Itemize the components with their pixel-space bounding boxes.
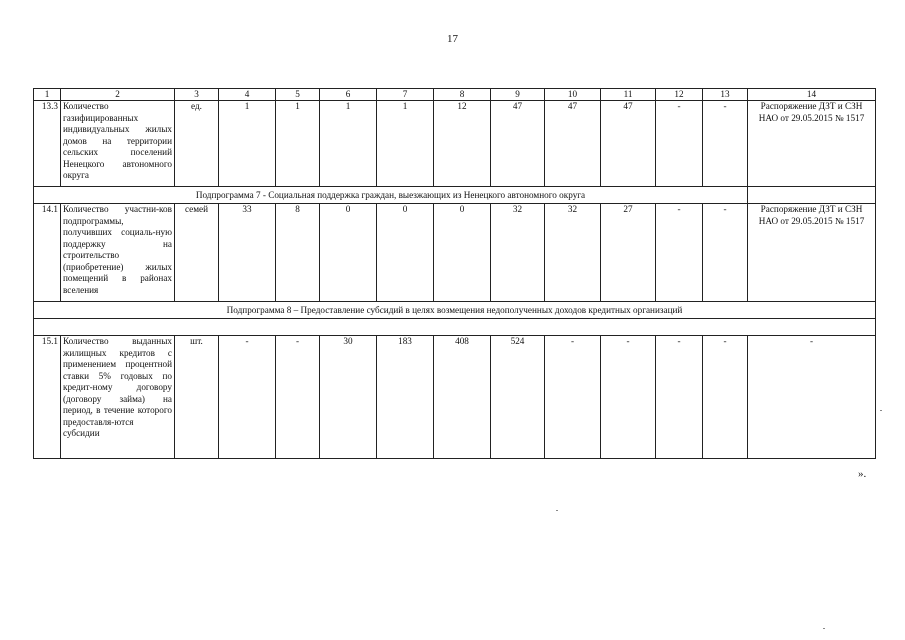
- column-number: 14: [748, 89, 876, 101]
- value-cell: 1: [276, 101, 320, 187]
- unit-cell: семей: [175, 204, 219, 302]
- table-row: [34, 336, 876, 459]
- value-cell: 0: [377, 204, 434, 302]
- indicators-table: [33, 88, 876, 459]
- value-cell: 1: [377, 101, 434, 187]
- value-cell: -: [219, 336, 276, 459]
- value-cell: 47: [601, 101, 656, 187]
- value-cell: 408: [434, 336, 491, 459]
- column-number: 2: [61, 89, 175, 101]
- page-number: 17: [447, 33, 458, 45]
- value-cell: 1: [219, 101, 276, 187]
- column-number: 7: [377, 89, 434, 101]
- closing-quote-mark: ».: [858, 468, 867, 480]
- empty-cell: [34, 319, 876, 336]
- value-cell: 183: [377, 336, 434, 459]
- indicator-name: Количество выданных жилищных кредитов с применением процентной ставки 5% годовых по кредит-ному договору (договору займа) на период, в течение которого предоставля-ются субсидии: [61, 336, 175, 459]
- value-cell: -: [601, 336, 656, 459]
- value-cell: 524: [491, 336, 545, 459]
- value-cell: -: [656, 336, 703, 459]
- value-cell: 33: [219, 204, 276, 302]
- value-cell: 47: [491, 101, 545, 187]
- column-number: 12: [656, 89, 703, 101]
- table-row: [34, 101, 876, 187]
- column-number: 5: [276, 89, 320, 101]
- value-cell: 8: [276, 204, 320, 302]
- subprogram-row: [34, 302, 876, 319]
- value-cell: -: [656, 204, 703, 302]
- scan-speck: [556, 510, 558, 511]
- column-number-row: [34, 89, 876, 101]
- spacer-row: [34, 319, 876, 336]
- indicator-name: Количество газифицированных индивидуальных жилых домов на территории сельских поселений Ненецкого автономного округа: [61, 101, 175, 187]
- column-number: 8: [434, 89, 491, 101]
- source-cell: Распоряжение ДЗТ и СЗН НАО от 29.05.2015 № 1517: [748, 204, 876, 302]
- row-number: 13.3: [34, 101, 61, 187]
- value-cell: 30: [320, 336, 377, 459]
- column-number: 13: [703, 89, 748, 101]
- value-cell: 47: [545, 101, 601, 187]
- column-number: 3: [175, 89, 219, 101]
- scan-speck: [880, 410, 882, 411]
- value-cell: 0: [320, 204, 377, 302]
- column-number: 1: [34, 89, 61, 101]
- column-number: 10: [545, 89, 601, 101]
- indicator-name: Количество участни-ков подпрограммы, получивших социаль-ную поддержку на строительство (приобретение) жилых помещений в районах вселения: [61, 204, 175, 302]
- source-cell: -: [748, 336, 876, 459]
- value-cell: -: [656, 101, 703, 187]
- unit-cell: шт.: [175, 336, 219, 459]
- column-number: 6: [320, 89, 377, 101]
- column-number: 4: [219, 89, 276, 101]
- subprogram-title: Подпрограмма 7 - Социальная поддержка граждан, выезжающих из Ненецкого автономного округа: [34, 187, 748, 204]
- table-row: [34, 204, 876, 302]
- value-cell: -: [703, 101, 748, 187]
- value-cell: -: [703, 336, 748, 459]
- value-cell: 32: [491, 204, 545, 302]
- value-cell: 12: [434, 101, 491, 187]
- value-cell: 0: [434, 204, 491, 302]
- value-cell: -: [703, 204, 748, 302]
- source-cell: Распоряжение ДЗТ и СЗН НАО от 29.05.2015 № 1517: [748, 101, 876, 187]
- value-cell: -: [276, 336, 320, 459]
- row-number: 15.1: [34, 336, 61, 459]
- value-cell: 32: [545, 204, 601, 302]
- column-number: 9: [491, 89, 545, 101]
- value-cell: -: [545, 336, 601, 459]
- empty-cell: [748, 187, 876, 204]
- subprogram-row: [34, 187, 876, 204]
- row-number: 14.1: [34, 204, 61, 302]
- value-cell: 1: [320, 101, 377, 187]
- column-number: 11: [601, 89, 656, 101]
- unit-cell: ед.: [175, 101, 219, 187]
- scan-speck: [823, 628, 825, 629]
- subprogram-title: Подпрограмма 8 – Предоставление субсидий в целях возмещения недополученных доходов кредитных организаций: [34, 302, 876, 319]
- value-cell: 27: [601, 204, 656, 302]
